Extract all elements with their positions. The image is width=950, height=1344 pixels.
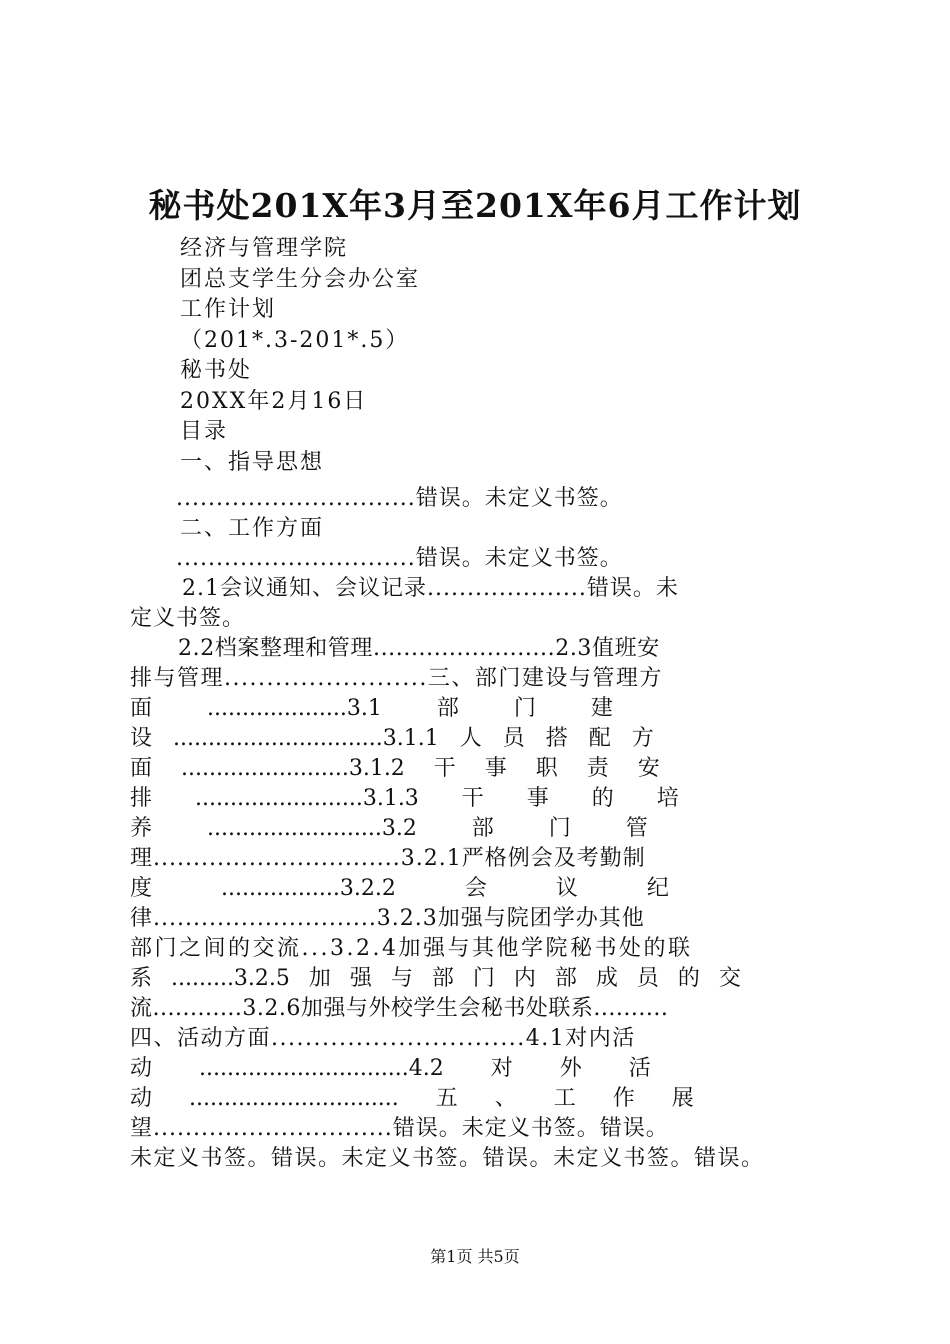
- toc-line: 2.1会议通知、会议记录....................错误。未: [182, 576, 679, 601]
- toc-line: 系 .........3.2.5 加 强 与 部 门 内 部 成 员 的 交: [130, 966, 741, 991]
- toc-line: 动 ..............................4.2 对 外 活: [130, 1056, 651, 1081]
- toc-line: 二、工作方面: [180, 516, 325, 541]
- meta-line: 20XX年2月16日: [180, 388, 368, 414]
- toc-line: 排与管理........................三、部门建设与管理方: [130, 666, 663, 691]
- toc-line: 面 ........................3.1.2 干 事 职 责 安: [130, 756, 660, 781]
- toc-line: 2.2档案整理和管理........................2.3值班安: [178, 636, 660, 661]
- meta-line: 工作计划: [180, 297, 277, 322]
- meta-line: 秘书处: [180, 358, 253, 383]
- meta-line: （201*.3-201*.5）: [180, 327, 410, 353]
- toc-line: 律............................3.2.3加强与院团学办其他: [130, 906, 645, 931]
- document-title: 秘书处201X年3月至201X年6月工作计划: [148, 186, 802, 225]
- toc-line: ..............................错误。未定义书签。: [176, 546, 623, 571]
- meta-line: 目录: [180, 419, 229, 444]
- toc-line: 设 ..............................3.1.1 人 员 搭 配 方: [130, 726, 654, 751]
- toc-line: 四、活动方面..............................4.1对内活: [130, 1026, 636, 1051]
- meta-line: 一、指导思想: [180, 449, 325, 475]
- toc-line: ..............................错误。未定义书签。: [176, 486, 623, 511]
- toc-line: 未定义书签。错误。未定义书签。错误。未定义书签。错误。: [130, 1146, 765, 1171]
- toc-line: 望..............................错误。未定义书签。错误。: [130, 1116, 669, 1141]
- toc-line: 养 .........................3.2 部 门 管: [130, 816, 648, 841]
- toc-line: 度 .................3.2.2 会 议 纪: [130, 876, 669, 901]
- meta-line: 经济与管理学院: [180, 236, 349, 261]
- toc-line: 理...............................3.2.1严格例会及考勤制: [130, 846, 646, 871]
- toc-line: 动 .............................. 五 、 工 作 展: [130, 1086, 694, 1111]
- page-footer: 第1页 共5页: [430, 1247, 520, 1266]
- toc-line: 部门之间的交流...3.2.4加强与其他学院秘书处的联: [130, 936, 693, 961]
- toc-line: 定义书签。: [130, 606, 246, 631]
- toc-line: 面 ....................3.1 部 门 建: [130, 696, 613, 721]
- meta-line: 团总支学生分会办公室: [180, 266, 421, 292]
- toc-line: 排 ........................3.1.3 干 事 的 培: [130, 786, 679, 811]
- toc-line: 流............3.2.6加强与外校学生会秘书处联系..........: [130, 996, 669, 1021]
- document-meta: [180, 234, 420, 478]
